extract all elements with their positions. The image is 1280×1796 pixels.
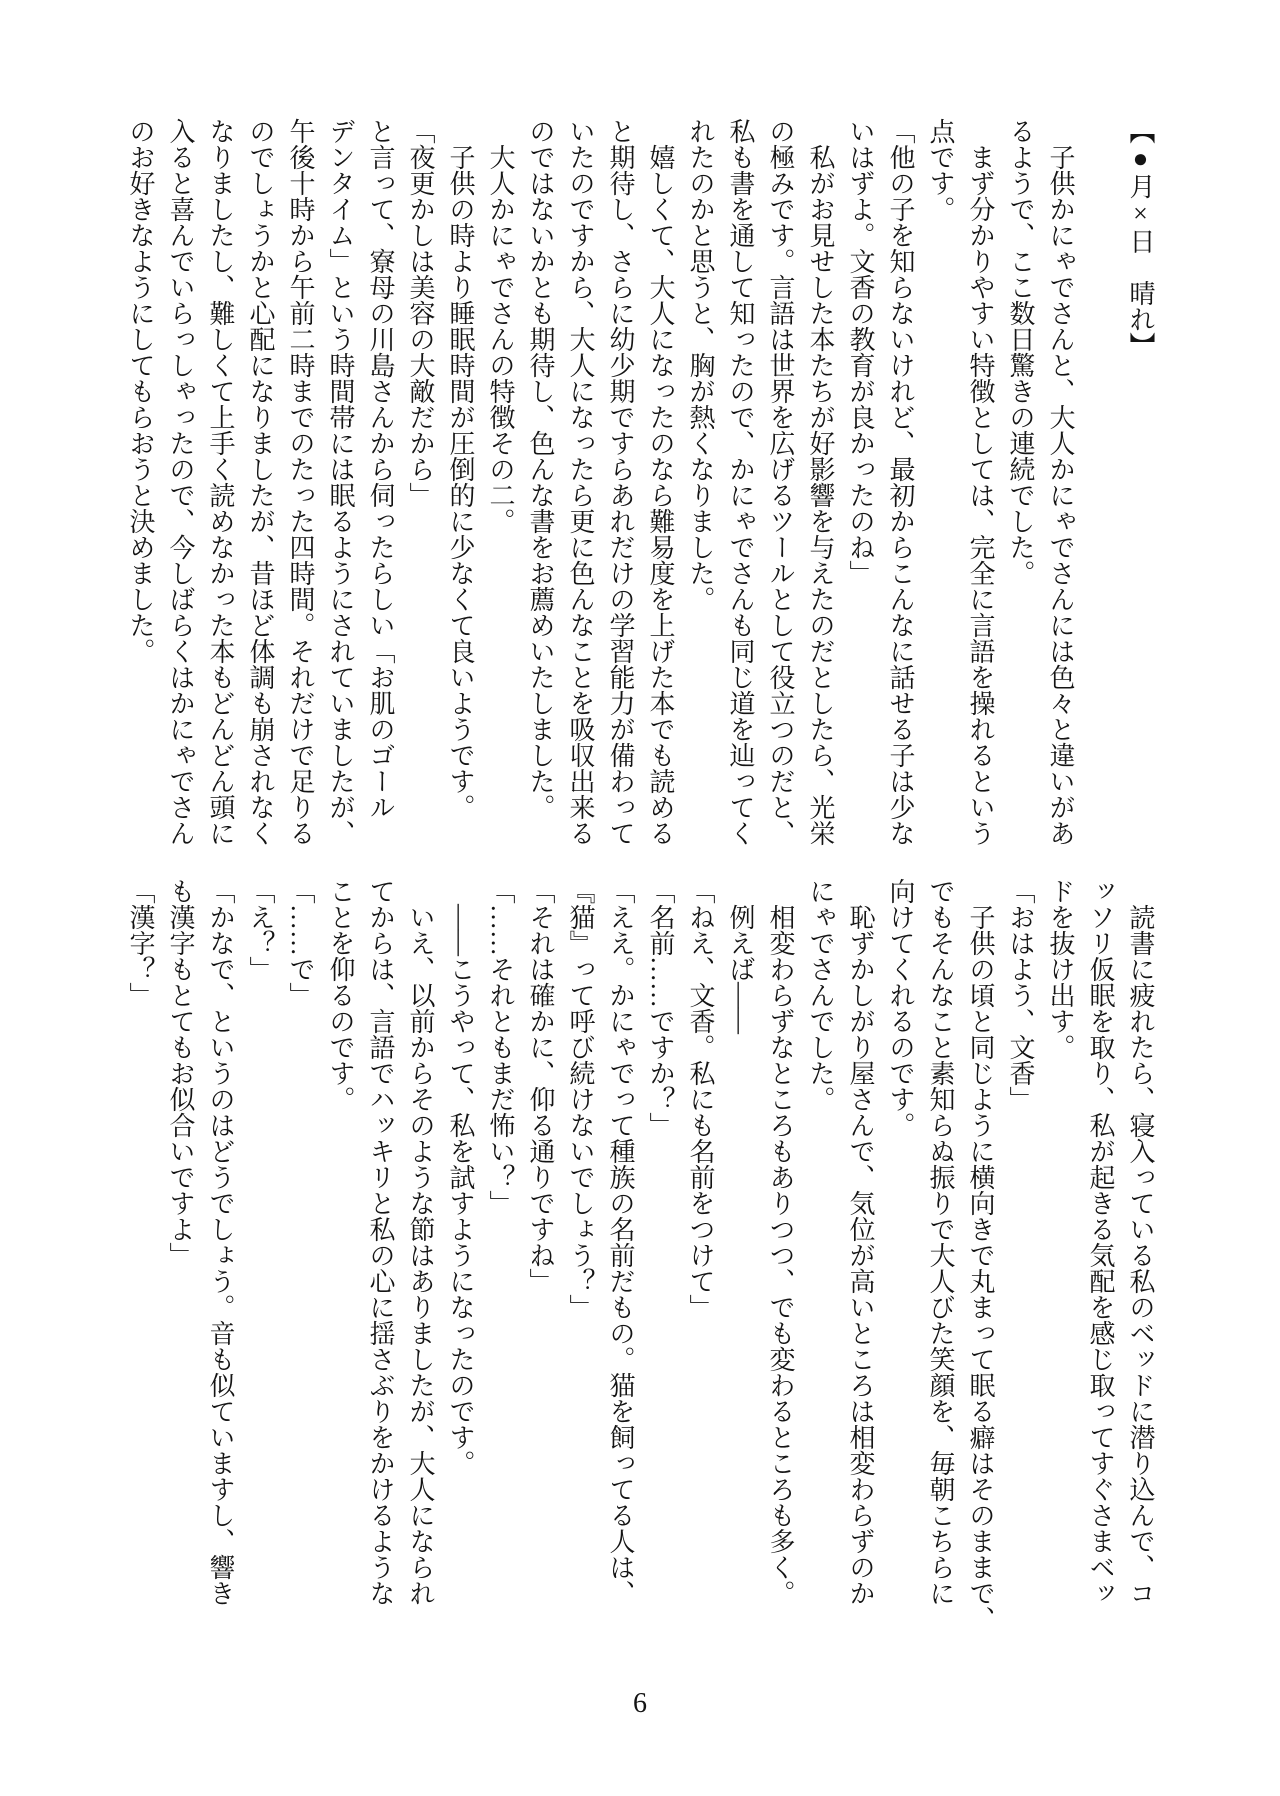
text-line: 『猫』って呼び続けないでしょう？」 [566, 878, 595, 1320]
text-line: 相変わらずなところもありつつ、でも変わるところも多く。 [766, 878, 795, 1606]
text-line: の極みです。言語は世界を広げるツールとして役立つのだと、 [766, 118, 795, 846]
text-line: 例えば―― [726, 878, 755, 1034]
text-line: まず分かりやすい特徴としては、完全に言語を操れるという [966, 118, 995, 846]
text-line: いたのですから、大人になったら更に色んなことを吸収出来る [566, 118, 595, 846]
text-line: 「漢字？」 [126, 878, 155, 1008]
text-line: 向けてくれるのです。 [886, 878, 915, 1138]
text-line: るようで、ここ数日驚きの連続でした。 [1006, 118, 1035, 586]
text-line: 「……それともまだ怖い？」 [486, 878, 515, 1216]
text-line: 入ると喜んでいらっしゃったので、今しばらくはかにゃでさん [166, 118, 195, 846]
text-line: 子供の頃と同じように横向きで丸まって眠る癖はそのままで、 [966, 878, 995, 1632]
text-line: 「え？」 [246, 878, 275, 982]
text-line: れたのかと思うと、胸が熱くなりました。 [686, 118, 715, 612]
text-line: 「ねえ、文香。私にも名前をつけて」 [686, 878, 715, 1320]
text-line: も漢字もとてもお似合いですよ」 [166, 878, 195, 1268]
text-line: ッソリ仮眠を取り、私が起きる気配を感じ取ってすぐさまベッ [1086, 878, 1115, 1606]
text-line: 「かなで、というのはどうでしょう。音も似ていますし、響き [206, 878, 235, 1606]
text-line: いえ、以前からそのような節はありましたが、大人になられ [406, 878, 435, 1606]
text-line: デンタイム」という時間帯には眠るようにされていましたが、 [326, 118, 355, 846]
text-line: にゃでさんでした。 [806, 878, 835, 1112]
text-line: 「他の子を知らないけれど、最初からこんなに話せる子は少な [886, 118, 915, 846]
text-line: 子供の時より睡眠時間が圧倒的に少なくて良いようです。 [446, 118, 475, 820]
text-line: 「名前……ですか？」 [646, 878, 675, 1138]
text-line: ――こうやって、私を試すようになったのです。 [446, 878, 475, 1476]
diary-entry-block-bottom [120, 878, 1160, 1640]
text-line: のではないかとも期待し、色んな書をお薦めいたしました。 [526, 118, 555, 820]
text-line: 「……で」 [286, 878, 315, 1008]
text-line: 「おはよう、文香」 [1006, 878, 1035, 1112]
text-line: 恥ずかしがり屋さんで、気位が高いところは相変わらずのか [846, 878, 875, 1606]
text-line: 子供かにゃでさんと、大人かにゃでさんには色々と違いがあ [1046, 118, 1075, 846]
diary-entry-block-top [120, 118, 1160, 880]
page-number: 6 [633, 1688, 647, 1719]
text-line: 午後十時から午前二時までのたった四時間。それだけで足りる [286, 118, 315, 846]
text-line: 点です。 [926, 118, 955, 222]
text-line: 読書に疲れたら、寝入っている私のベッドに潜り込んで、コ [1126, 878, 1155, 1606]
text-line: 【●月×日 晴れ】 [1126, 118, 1155, 358]
text-line: なりましたし、難しくて上手く読めなかった本もどんどん頭に [206, 118, 235, 846]
text-line: ドを抜け出す。 [1046, 878, 1075, 1060]
text-line: てからは、言語でハッキリと私の心に揺さぶりをかけるような [366, 878, 395, 1606]
text-line: 嬉しくて、大人になったのなら難易度を上げた本でも読める [646, 118, 675, 846]
text-line: 「ええ。かにゃでって種族の名前だもの。猫を飼ってる人は、 [606, 878, 635, 1606]
text-line: と言って、寮母の川島さんから伺ったらしい「お肌のゴール [366, 118, 395, 820]
text-line: 大人かにゃでさんの特徴その二。 [486, 118, 515, 534]
text-line: でもそんなこと素知らぬ振りで大人びた笑顔を、毎朝こちらに [926, 878, 955, 1606]
text-line: 「それは確かに、仰る通りですね」 [526, 878, 555, 1294]
text-line: のお好きなようにしてもらおうと決めました。 [126, 118, 155, 664]
text-line [1080, 118, 1120, 880]
text-line: いはずよ。文香の教育が良かったのね」 [846, 118, 875, 586]
text-line: のでしょうかと心配になりましたが、昔ほど体調も崩されなく [246, 118, 275, 846]
text-line: と期待し、さらに幼少期ですらあれだけの学習能力が備わって [606, 118, 635, 846]
text-line: 私も書を通して知ったので、かにゃでさんも同じ道を辿ってく [726, 118, 755, 846]
text-line: 私がお見せした本たちが好影響を与えたのだとしたら、光栄 [806, 118, 835, 846]
text-line: 「夜更かしは美容の大敵だから」 [406, 118, 435, 508]
text-line: ことを仰るのです。 [326, 878, 355, 1112]
